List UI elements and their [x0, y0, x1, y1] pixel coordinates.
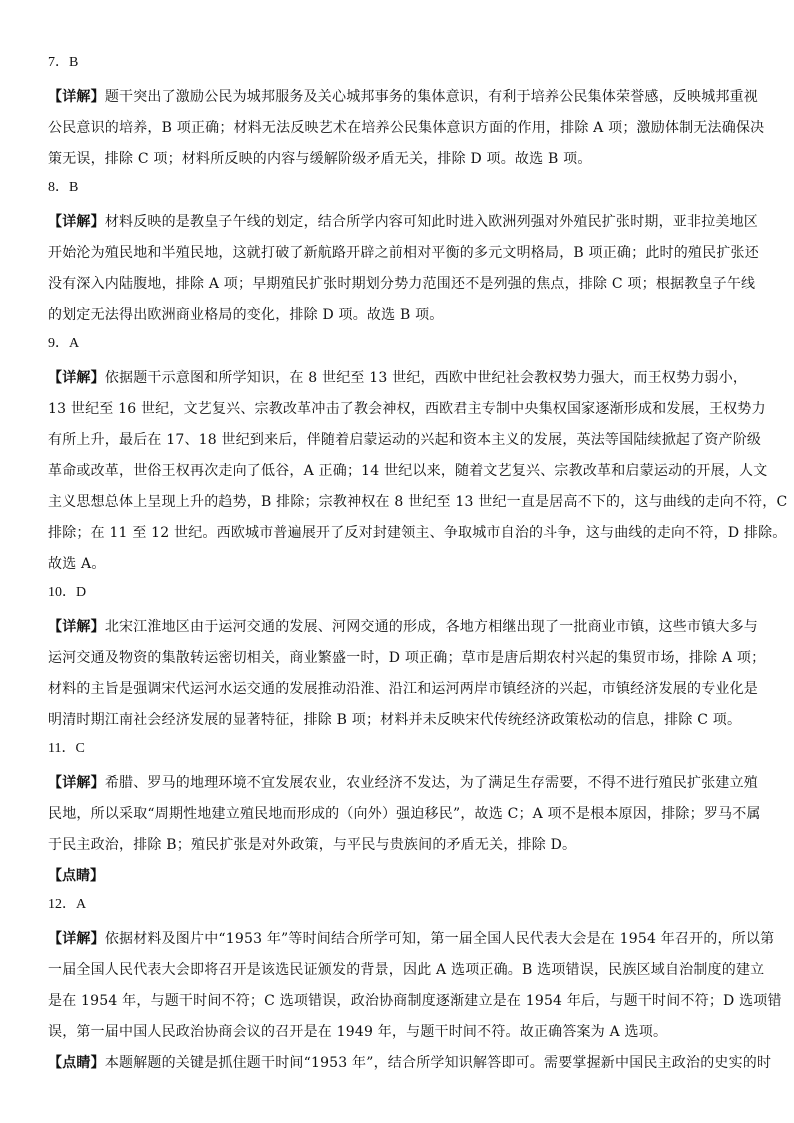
explanation-line: 有所上升，最后在 17、18 世纪到来后，伴随着启蒙运动的兴起和资本主义的发展，英法等国陆续掀起了资产阶级 — [48, 432, 762, 448]
explanation-line: 明清时期江南社会经济发展的显著特征，排除 B 项；材料并未反映宋代传统经济政策松动的信息，排除 C 项。 — [48, 712, 742, 728]
explanation — [48, 363, 788, 580]
answer-label: 11．C — [48, 741, 85, 756]
tip-line: 【点睛】本题解题的关键是抓住题干时间“1953 年”，结合所学知识解答即可。需要掌握新中国民主政治的史实的时 — [48, 1055, 772, 1071]
question-8 — [48, 177, 760, 331]
question-10 — [48, 582, 766, 736]
tip-tag: 【点睛】 — [48, 868, 104, 884]
detail-tag: 【详解】 — [48, 214, 105, 230]
explanation-line: 策无误，排除 C 项；材料所反映的内容与缓解阶级矛盾无关，排除 D 项。故选 B 项。 — [48, 151, 592, 167]
explanation-line: 于民主政治，排除 B；殖民扩张是对外政策，与平民与贵族间的矛盾无关，排除 D。 — [48, 837, 577, 853]
explanation-line: 是在 1954 年，与题干时间不符；C 选项错误，政治协商制度逐渐建立是在 1954 年后，与题干时间不符；D 选项错 — [48, 993, 782, 1009]
explanation-line: 【详解】北宋江淮地区由于运河交通的发展、河网交通的形成，各地方相继出现了一批商业市镇，这些市镇大多与 — [48, 619, 759, 635]
detail-tag: 【详解】 — [48, 931, 105, 947]
explanation-line: 【详解】依据材料及图片中“1953 年”等时间结合所学可知，第一届全国人民代表大会是在 1954 年召开的，所以第 — [48, 931, 775, 947]
answer-label: 7．B — [48, 55, 79, 70]
explanation — [48, 612, 766, 736]
answer-label: 8．B — [48, 180, 79, 195]
answer-label: 10．D — [48, 585, 87, 600]
question-12 — [48, 894, 782, 1079]
question-9 — [48, 333, 788, 580]
answer-label: 9．A — [48, 336, 80, 351]
explanation — [48, 207, 760, 331]
question-7 — [48, 52, 765, 175]
explanation-line: 开始沦为殖民地和半殖民地，这就打破了新航路开辟之前相对平衡的多元文明格局，B 项正确；此时的殖民扩张还 — [48, 245, 759, 261]
tip-tag: 【点睛】 — [48, 1055, 105, 1071]
explanation-line: 【详解】材料反映的是教皇子午线的划定，结合所学内容可知此时进入欧洲列强对外殖民扩张时期，亚非拉美地区 — [48, 214, 759, 230]
explanation-line: 一届全国人民代表大会即将召开是该选民证颁发的背景，因此 A 选项正确。B 选项错误，民族区域自治制度的建立 — [48, 962, 765, 978]
explanation-line: 误，第一届中国人民政治协商会议的召开是在 1949 年，与题干时间不符。故正确答案为 A 选项。 — [48, 1024, 668, 1040]
question-11 — [48, 738, 760, 892]
explanation-line: 材料的主旨是强调宋代运河水运交通的发展推动沿淮、沿江和运河两岸市镇经济的兴起，市镇经济发展的专业化是 — [48, 681, 758, 697]
explanation-line: 主义思想总体上呈现上升的趋势，B 排除；宗教神权在 8 世纪至 13 世纪一直是居高不下的，这与曲线的走向不符，C — [48, 494, 788, 510]
explanation-line: 民地，所以采取“周期性地建立殖民地而形成的（向外）强迫移民”，故选 C；A 项不是根本原因，排除；罗马不属 — [48, 806, 761, 822]
explanation-line: 【详解】希腊、罗马的地理环境不宜发展农业，农业经济不发达，为了满足生存需要，不得不进行殖民扩张建立殖 — [48, 775, 759, 791]
detail-tag: 【详解】 — [48, 775, 105, 791]
explanation-line: 故选 A。 — [48, 556, 106, 572]
answer-sheet — [48, 52, 788, 1081]
explanation — [48, 82, 765, 175]
explanation-line: 排除；在 11 至 12 世纪。西欧城市普遍展开了反对封建领主、争取城市自治的斗争，这与曲线的走向不符，D 排除。 — [48, 525, 787, 541]
detail-tag: 【详解】 — [48, 370, 105, 386]
explanation-line: 的划定无法得出欧洲商业格局的变化，排除 D 项。故选 B 项。 — [48, 307, 444, 323]
explanation-line: 13 世纪至 16 世纪，文艺复兴、宗教改革冲击了教会神权，西欧君主专制中央集权国家逐渐形成和发展，王权势力 — [48, 401, 766, 417]
explanation — [48, 768, 760, 861]
explanation-line: 运河交通及物资的集散转运密切相关，商业繁盛一时，D 项正确；草市是唐后期农村兴起的集贸市场，排除 A 项； — [48, 650, 766, 666]
explanation-line: 【详解】依据题干示意图和所学知识，在 8 世纪至 13 世纪，西欧中世纪社会教权势力强大，而王权势力弱小， — [48, 370, 748, 386]
answer-label: 12．A — [48, 897, 87, 912]
explanation-line: 没有深入内陆腹地，排除 A 项；早期殖民扩张时期划分势力范围还不是列强的焦点，排除 C 项；根据教皇子午线 — [48, 276, 756, 292]
explanation-line: 【详解】题干突出了激励公民为城邦服务及关心城邦事务的集体意识，有利于培养公民集体荣誉感，反映城邦重视 — [48, 89, 759, 105]
explanation — [48, 924, 782, 1079]
detail-tag: 【详解】 — [48, 89, 105, 105]
detail-tag: 【详解】 — [48, 619, 105, 635]
explanation-line: 革命或改革，世俗王权再次走向了低谷，A 正确；14 世纪以来，随着文艺复兴、宗教改革和启蒙运动的开展，人文 — [48, 463, 768, 479]
explanation-line: 公民意识的培养，B 项正确；材料无法反映艺术在培养公民集体意识方面的作用，排除 A 项；激励体制无法确保决 — [48, 120, 765, 136]
